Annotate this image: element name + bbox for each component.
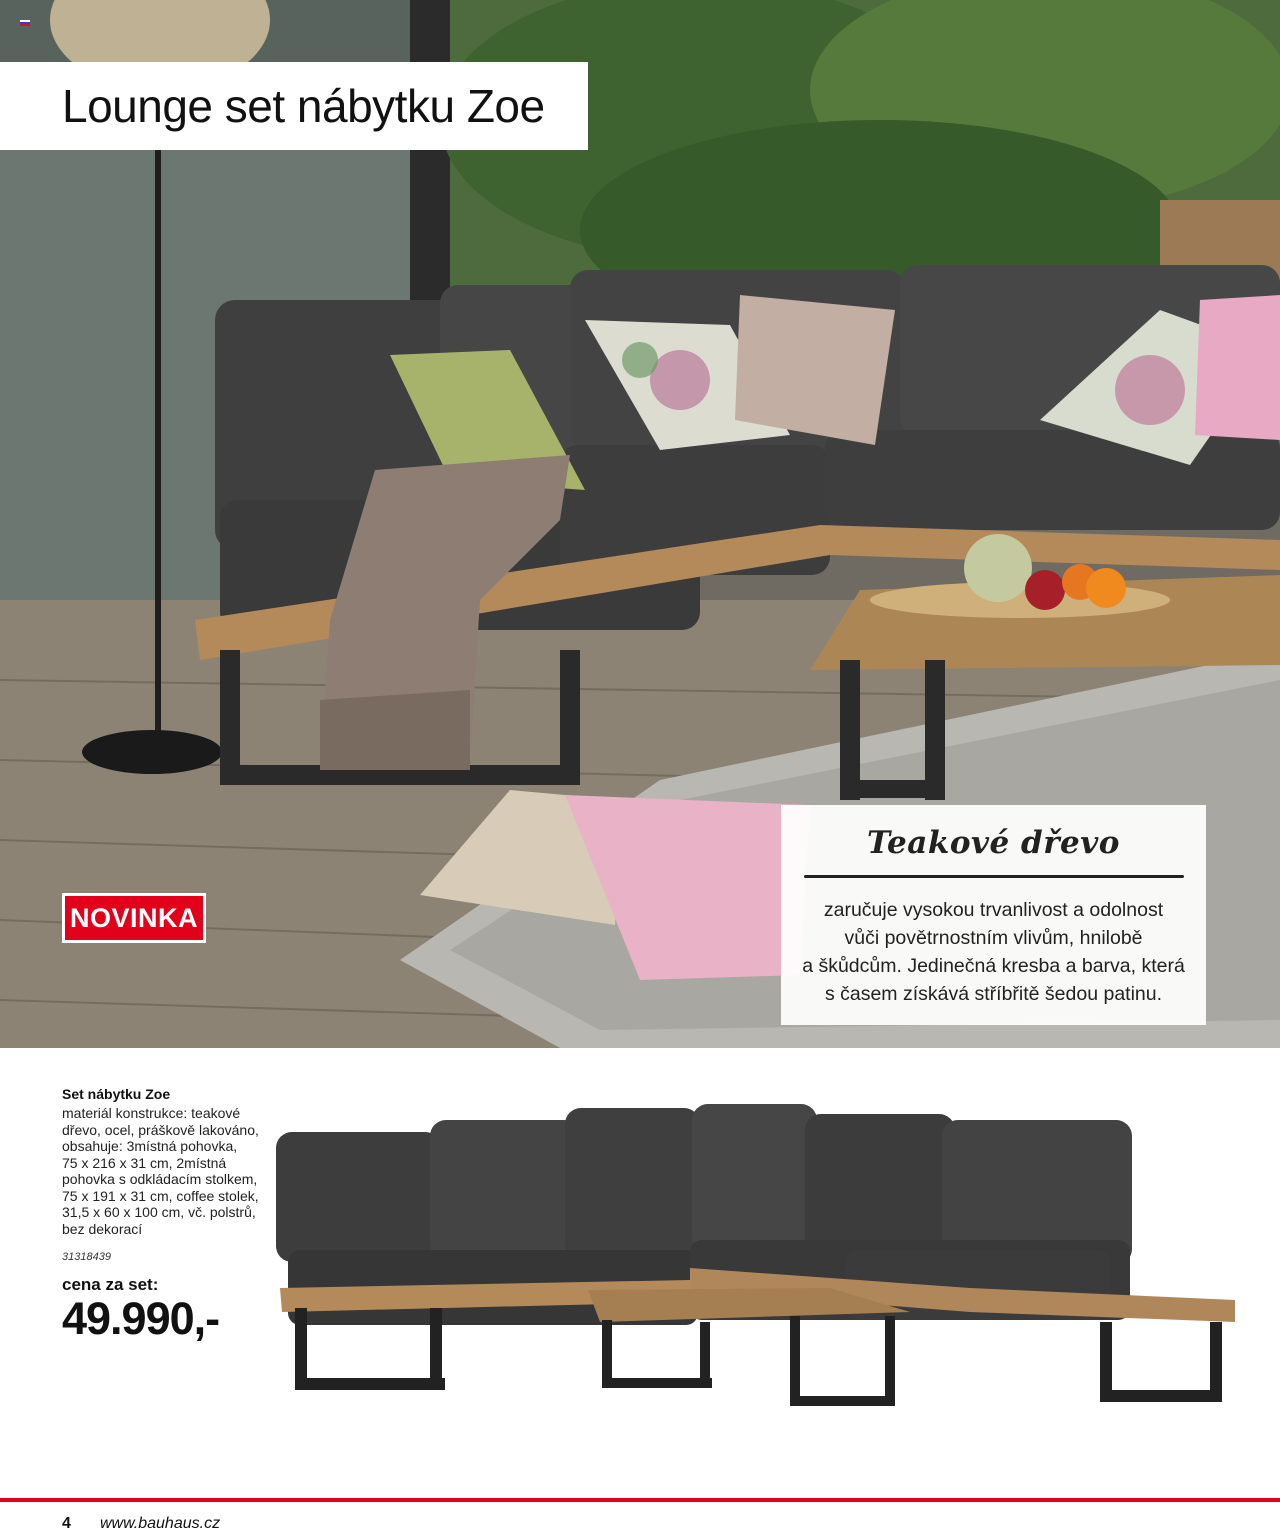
product-name: Set nábytku Zoe	[62, 1086, 171, 1102]
desc-line-4: 75 x 216 x 31 cm, 2místná	[62, 1154, 227, 1171]
teak-divider	[804, 875, 1184, 878]
footer-url[interactable]: www.bauhaus.cz	[100, 1515, 221, 1532]
product-description	[62, 1105, 272, 1237]
desc-line-7: 31,5 x 60 x 100 cm, vč. polstrů,	[62, 1204, 256, 1220]
flag-icon	[20, 20, 30, 26]
teak-line-3: a škůdcům. Jedinečná kresba a barva, která	[802, 955, 1185, 977]
teak-heading: Teakové dřevo	[867, 825, 1120, 861]
title-banner	[0, 62, 588, 150]
novinka-badge	[62, 893, 206, 943]
product-code: 31318439	[62, 1251, 111, 1263]
desc-line-6: 75 x 191 x 31 cm, coffee stolek,	[62, 1187, 259, 1204]
teak-line-1: zaručuje vysokou trvanlivost a odolnost	[823, 899, 1164, 921]
product-info	[62, 1086, 272, 1345]
novinka-label: NOVINKA	[69, 902, 198, 933]
product-sofa-image	[270, 1090, 1250, 1420]
teak-line-2: vůči povětrnostním vlivům, hnilobě	[844, 927, 1143, 949]
teak-description	[781, 896, 1206, 1008]
page-title: Lounge set nábytku Zoe	[62, 80, 545, 132]
desc-line-5: pohovka s odkládacím stolkem,	[62, 1171, 258, 1187]
desc-line-8: bez dekorací	[62, 1220, 143, 1237]
price-label: cena za set:	[62, 1275, 159, 1294]
teak-info-box	[781, 805, 1206, 1025]
price-value: 49.990,-	[62, 1293, 220, 1344]
desc-line-1: materiál konstrukce: teakové	[62, 1105, 241, 1121]
teak-line-4: s časem získává stříbřitě šedou patinu.	[824, 983, 1163, 1005]
desc-line-3: obsahuje: 3místná pohovka,	[62, 1138, 238, 1154]
page-number: 4	[62, 1515, 71, 1532]
desc-line-2: dřevo, ocel, práškově lakováno,	[62, 1121, 259, 1138]
footer-divider	[0, 1498, 1280, 1502]
